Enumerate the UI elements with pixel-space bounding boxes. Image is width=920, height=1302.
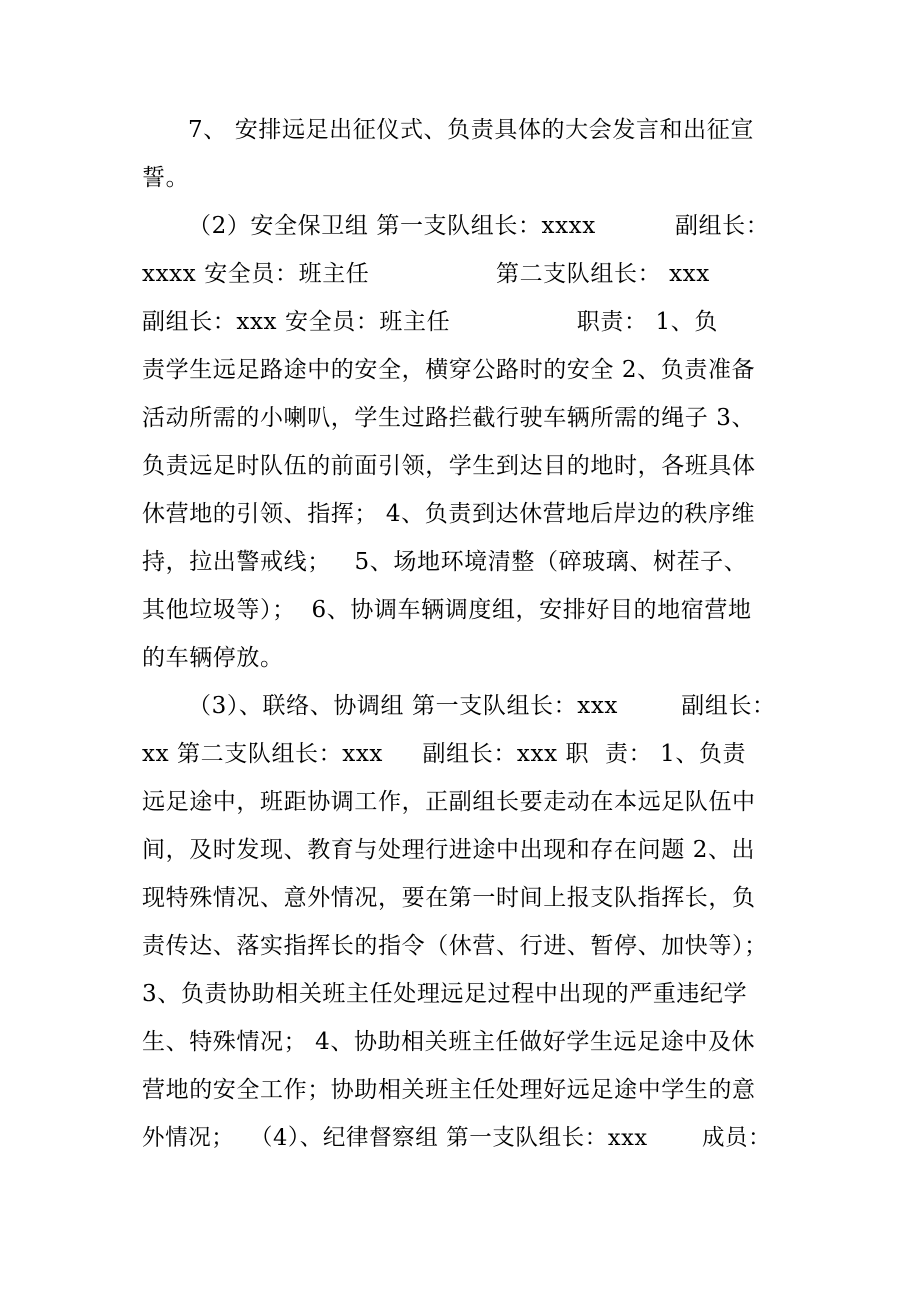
text-line: 现特殊情况、意外情况，要在第一时间上报支队指挥长，负 — [142, 885, 756, 911]
text-line: 外情况； （4）、纪律督察组 第一支队组长：xxx 成员： — [142, 1125, 772, 1151]
text-line: 间，及时发现、教育与处理行进途中出现和存在问题 2、出 — [142, 837, 756, 863]
text-line: 誓。 — [142, 165, 190, 191]
text-line: 的车辆停放。 — [142, 645, 284, 671]
text-line: 7、 安排远足出征仪式、负责具体的大会发言和出征宣 — [188, 117, 754, 143]
text-line: xxxx 安全员：班主任 第二支队组长： xxx — [142, 261, 710, 287]
text-line: 休营地的引领、指挥； 4、负责到达休营地后岸边的秩序维 — [142, 501, 756, 527]
text-line: 3、负责协助相关班主任处理远足过程中出现的严重违纪学 — [142, 981, 748, 1007]
text-line: 其他垃圾等）； 6、协调车辆调度组，安排好目的地宿营地 — [142, 597, 752, 623]
text-line: 持，拉出警戒线； 5、场地环境清整（碎玻璃、树茬子、 — [142, 549, 748, 575]
text-line: 副组长：xxx 安全员：班主任 职责： 1、负 — [142, 309, 718, 335]
text-line: 营地的安全工作；协助相关班主任处理好远足途中学生的意 — [142, 1077, 756, 1103]
text-line: （2）安全保卫组 第一支队组长：xxxx 副组长： — [188, 213, 770, 239]
text-line: 活动所需的小喇叭，学生过路拦截行驶车辆所需的绳子 3、 — [142, 405, 756, 431]
text-line: 负责远足时队伍的前面引领，学生到达目的地时，各班具体 — [142, 453, 756, 479]
text-line: 责学生远足路途中的安全，横穿公路时的安全 2、负责准备 — [142, 357, 756, 383]
text-line: （3）、联络、协调组 第一支队组长：xxx 副组长： — [188, 693, 776, 719]
text-line: 远足途中，班距协调工作，正副组长要走动在本远足队伍中 — [142, 789, 756, 815]
text-line: xx 第二支队组长：xxx 副组长：xxx 职 责： 1、负责 — [142, 741, 747, 767]
text-line: 生、特殊情况； 4、协助相关班主任做好学生远足途中及休 — [142, 1029, 756, 1055]
text-line: 责传达、落实指挥长的指令（休营、行进、暂停、加快等）； — [142, 933, 768, 959]
